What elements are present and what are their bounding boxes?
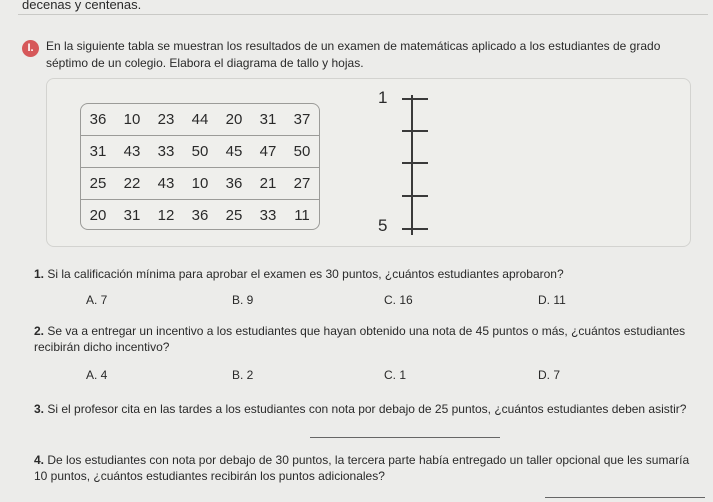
option-a[interactable]: A. 7 xyxy=(86,293,108,307)
table-row xyxy=(81,136,319,168)
question-text: De los estudiantes con nota por debajo de 30 puntos, la tercera parte había entregado un taller opcional que les sumaría 10 puntos, ¿cuántos estudiantes recibirán los puntos adicionales? xyxy=(34,453,690,483)
table-cell: 11 xyxy=(294,207,310,224)
question-text: Se va a entregar un incentivo a los estudiantes que hayan obtenido una nota de 45 puntos o más, ¿cuántos estudiantes recibirán dicho incentivo? xyxy=(34,324,686,354)
table-cell: 20 xyxy=(89,207,107,224)
table-cell: 43 xyxy=(123,143,141,160)
table-cell: 50 xyxy=(293,143,311,160)
question-text: Si la calificación mínima para aprobar el examen es 30 puntos, ¿cuántos estudiantes aprobaron? xyxy=(47,267,564,281)
stem-tick xyxy=(402,228,428,230)
question-2 xyxy=(34,323,694,355)
question-number: 3. xyxy=(34,402,45,416)
stem-axis-line xyxy=(411,95,413,235)
table-cell: 21 xyxy=(259,175,277,192)
question-number: 1. xyxy=(34,267,45,281)
table-row xyxy=(81,168,319,200)
table-cell: 36 xyxy=(225,175,243,192)
option-d[interactable]: D. 11 xyxy=(538,293,566,307)
question-1 xyxy=(34,266,704,282)
answer-line[interactable] xyxy=(310,437,500,438)
question-4 xyxy=(34,452,699,484)
question-number: 2. xyxy=(34,324,45,338)
table-cell: 23 xyxy=(157,111,175,128)
table-cell: 47 xyxy=(259,143,277,160)
table-cell: 36 xyxy=(191,207,209,224)
option-b[interactable]: B. 9 xyxy=(232,293,254,307)
table-cell: 36 xyxy=(89,111,107,128)
table-cell: 33 xyxy=(259,207,277,224)
previous-page-text: decenas y centenas. xyxy=(22,0,142,12)
option-b[interactable]: B. 2 xyxy=(232,368,254,382)
table-cell: 37 xyxy=(293,111,311,128)
table-cell: 33 xyxy=(157,143,175,160)
table-cell: 10 xyxy=(123,111,141,128)
stem-label-last: 5 xyxy=(378,216,388,235)
stem-tick xyxy=(402,130,428,132)
table-row xyxy=(81,104,319,136)
table-cell: 50 xyxy=(191,143,209,160)
table-cell: 31 xyxy=(123,207,141,224)
table-cell: 25 xyxy=(225,207,243,224)
table-cell: 31 xyxy=(89,143,107,160)
option-a[interactable]: A. 4 xyxy=(86,368,108,382)
stem-tick xyxy=(402,195,428,197)
stem-tick xyxy=(402,98,428,100)
table-cell: 43 xyxy=(157,175,175,192)
table-cell: 22 xyxy=(123,175,141,192)
table-cell: 44 xyxy=(191,111,209,128)
table-cell: 20 xyxy=(225,111,243,128)
stem-tick xyxy=(402,162,428,164)
stem-label-first: 1 xyxy=(378,88,388,107)
table-cell: 10 xyxy=(191,175,209,192)
question-3 xyxy=(34,401,704,417)
scores-table xyxy=(80,103,320,230)
table-cell: 25 xyxy=(89,175,107,192)
section-badge: I. xyxy=(22,40,39,57)
table-cell: 31 xyxy=(259,111,277,128)
table-cell: 12 xyxy=(157,207,175,224)
answer-line[interactable] xyxy=(545,497,705,498)
table-cell: 45 xyxy=(225,143,243,160)
option-d[interactable]: D. 7 xyxy=(538,368,561,382)
table-cell: 27 xyxy=(293,175,311,192)
option-c[interactable]: C. 16 xyxy=(384,293,413,307)
section-instructions: En la siguiente tabla se muestran los resultados de un examen de matemáticas aplicado a los estudiantes de grado séptimo de un colegio. Elabora el diagrama de tallo y hojas. xyxy=(46,39,661,70)
divider xyxy=(18,14,708,15)
question-number: 4. xyxy=(34,453,45,467)
question-text: Si el profesor cita en las tardes a los estudiantes con nota por debajo de 25 puntos, ¿cuántos estudiantes deben asistir? xyxy=(47,402,687,416)
option-c[interactable]: C. 1 xyxy=(384,368,407,382)
table-row xyxy=(81,200,319,230)
